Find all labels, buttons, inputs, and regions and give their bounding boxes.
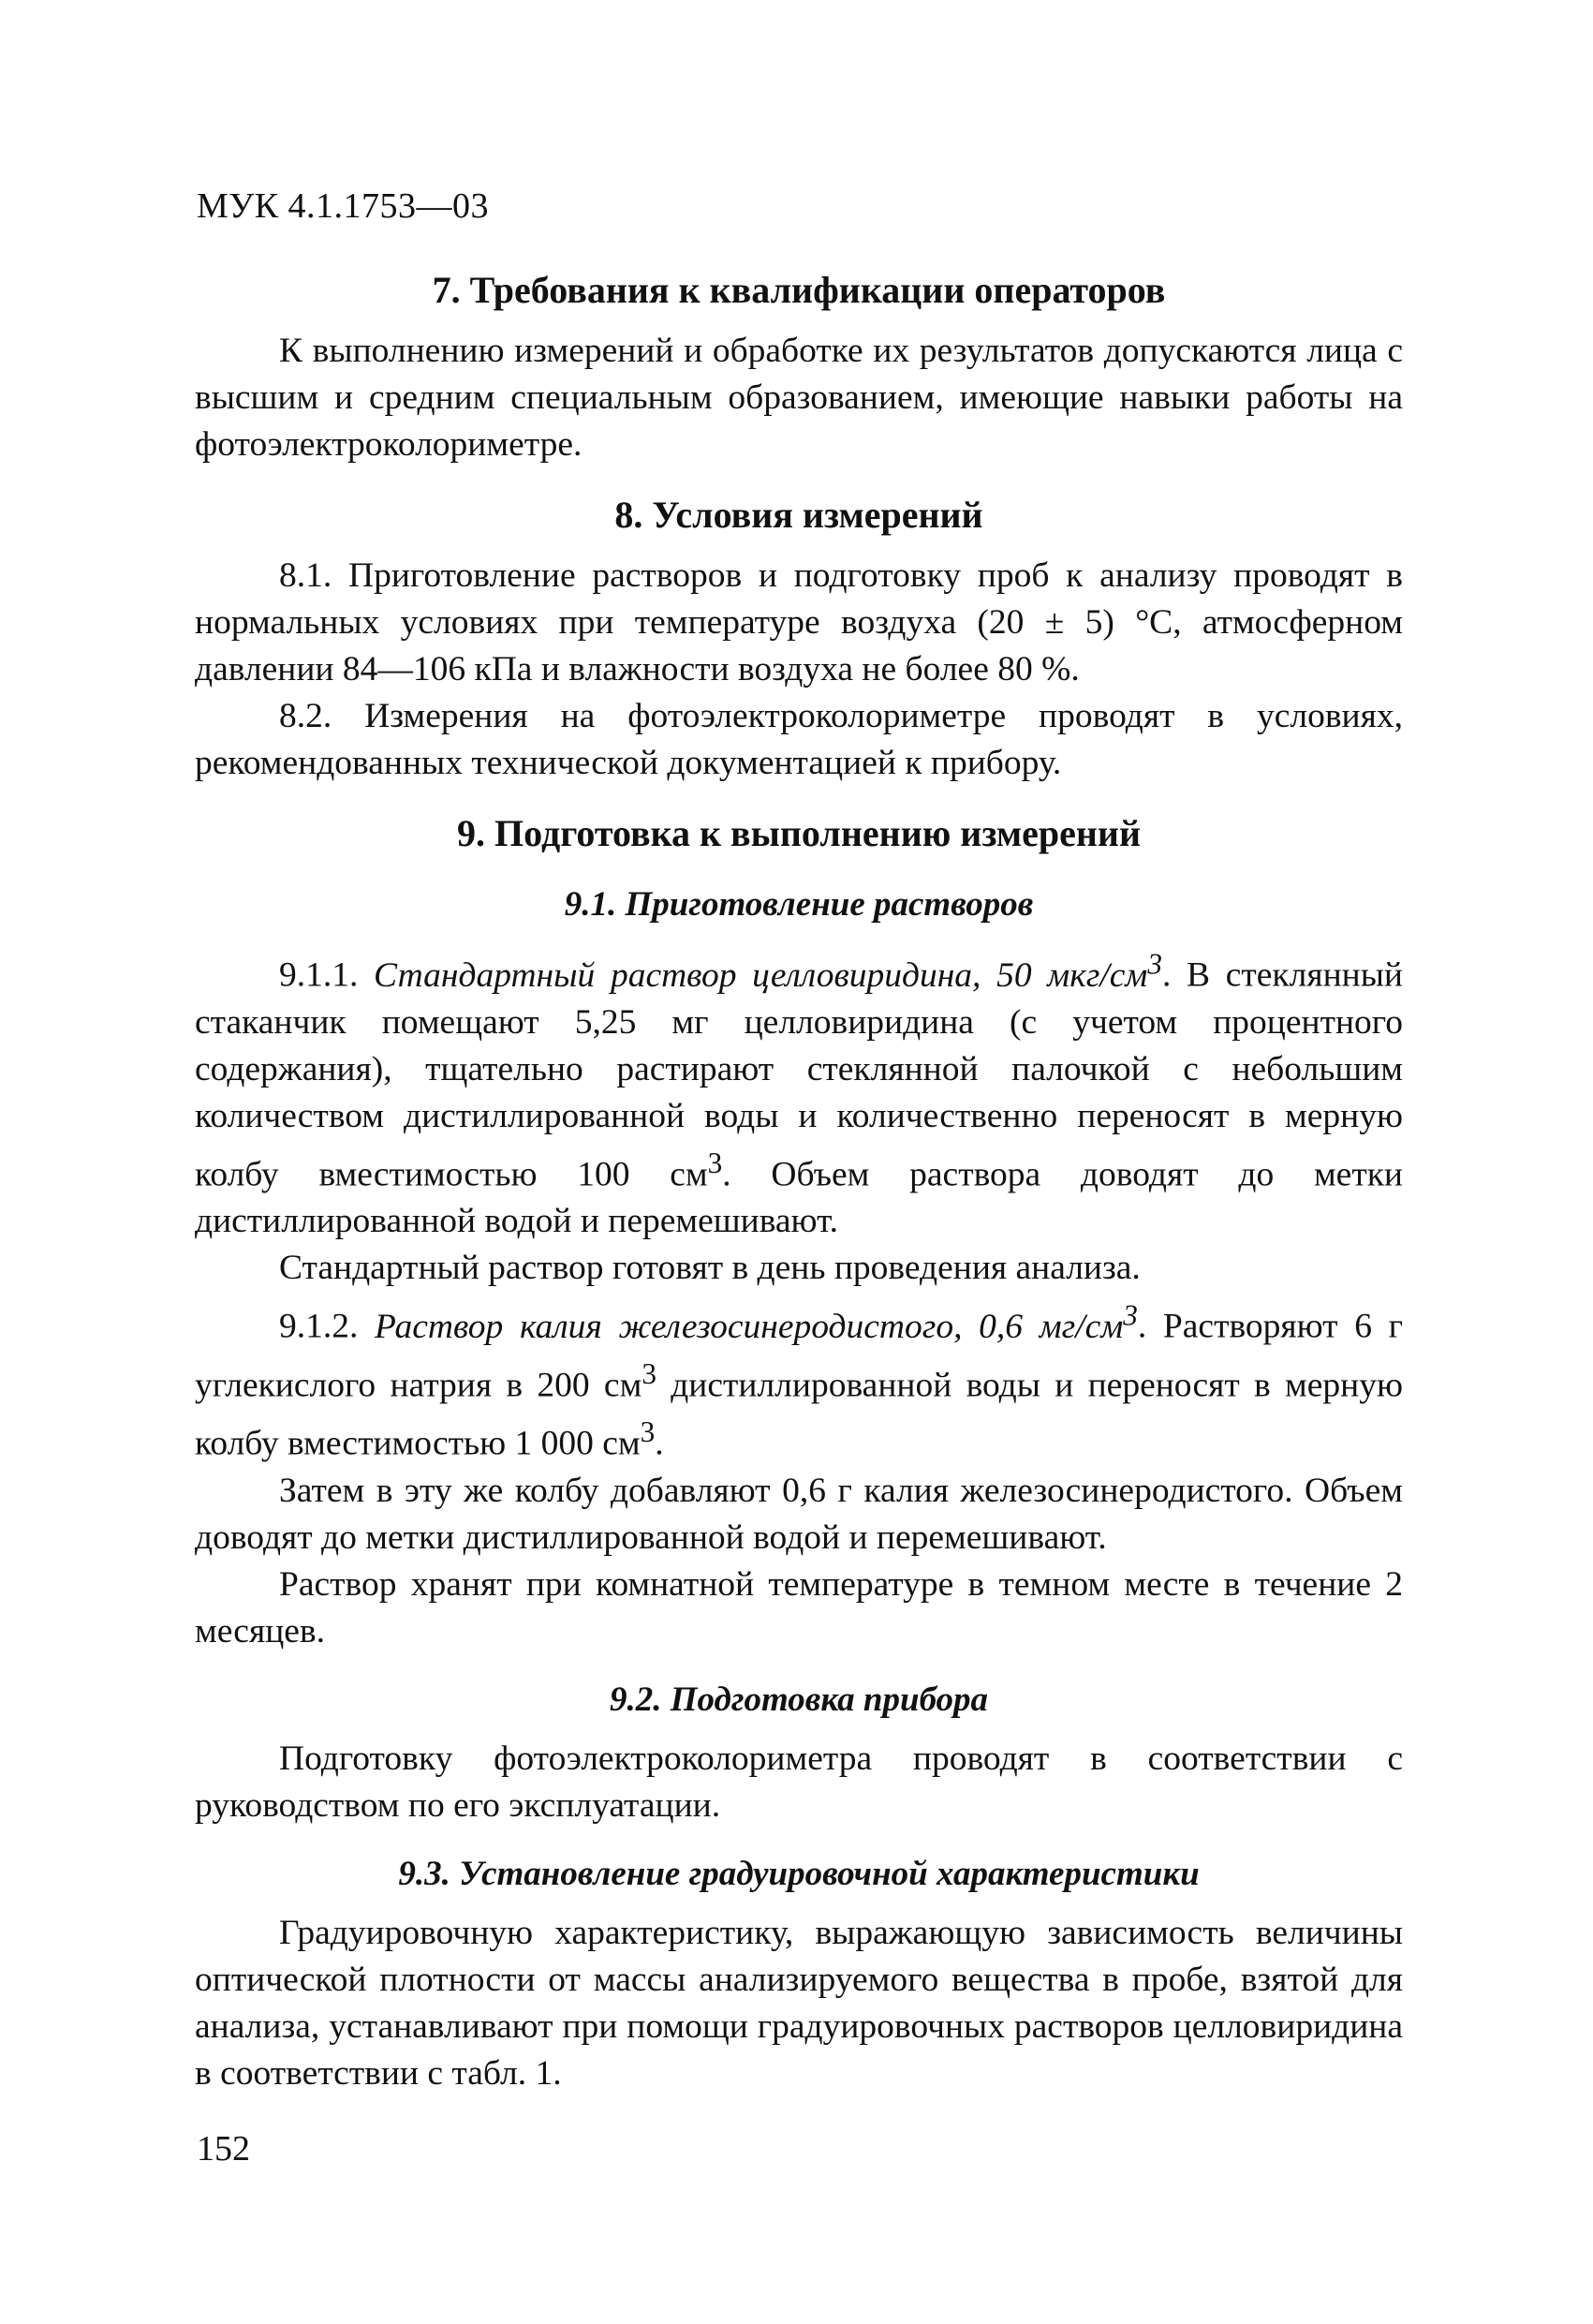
paragraph-9-1-1: 9.1.1. Стандартный раствор целловиридина, 50 мкг/$см^3$. В стеклянный стаканчик помещают 5,25 мг целловиридина (с учетом процентного содержания), тщательно растирают стеклянной палочкой с небольшим количеством дистиллированной воды и количественно переносят в мерную колбу вместимостью 100 $см^3$. Объем раствора доводят до метки дистиллированной водой и перемешивают.: [195, 947, 1403, 1240]
subsection-9-3-title: 9.3. Установление градуировочной характеристики: [398, 1854, 1200, 1893]
section-7-paragraph: К выполнению измерений и обработке их результатов допускаются лица с высшим и средним специальным образованием, имеющие навыки работы на фотоэлектроколориметре.: [195, 332, 1403, 464]
paragraph-standard-solution-note: Стандартный раствор готовят в день проведения анализа.: [279, 1249, 1141, 1287]
paragraph-9-2: Подготовку фотоэлектроколориметра проводят в соответствии с руководством по его эксплуатации.: [195, 1739, 1403, 1825]
paragraph-9-3: Градуировочную характеристику, выражающую зависимость величины оптической плотности от массы анализируемого вещества в пробе, взятой для анализа, устанавливают при помощи градуировочных растворов целловиридина в соответствии с табл. 1.: [195, 1913, 1403, 2093]
section-8-title: 8. Условия измерений: [614, 494, 983, 536]
paragraph-ferricyanide-add: Затем в эту же колбу добавляют 0,6 г калия железосинеродистого. Объем доводят до метки дистиллированной водой и перемешивают.: [195, 1471, 1403, 1557]
section-7-title: 7. Требования к квалификации операторов: [432, 269, 1166, 311]
document-header: МУК 4.1.1753—03: [197, 186, 490, 226]
paragraph-storage: Раствор хранят при комнатной температуре в темном месте в течение 2 месяцев.: [195, 1564, 1403, 1650]
page-number: 152: [197, 2129, 250, 2169]
paragraph-8-1: 8.1. Приготовление растворов и подготовку проб к анализу проводят в нормальных условиях при температуре воздуха (20 ± 5) °С, атмосферном давлении 84—106 кПа и влажности воздуха не более 80 %.: [195, 556, 1403, 688]
standard-solution-title: Стандартный раствор целловиридина, 50 мкг/$см^3$: [374, 947, 1162, 995]
subsection-9-2-title: 9.2. Подготовка прибора: [609, 1680, 989, 1719]
paragraph-9-1-2: 9.1.2. Раствор калия железосинеродистого, 0,6 $мг/см^3$. Растворяют 6 г углекислого натрия в 200 $см^3$ дистиллированной воды и переносят в мерную колбу вместимостью 1 000 $см^3$.: [195, 1298, 1404, 1463]
document-body: [195, 264, 1403, 2097]
section-9-title: 9. Подготовка к выполнению измерений: [457, 812, 1141, 854]
paragraph-8-2: 8.2. Измерения на фотоэлектроколориметре проводят в условиях, рекомендованных технической документацией к прибору.: [195, 697, 1403, 782]
subsection-9-1-title: 9.1. Приготовление растворов: [564, 885, 1034, 924]
ferricyanide-solution-title: Раствор калия железосинеродистого, 0,6 $мг/см^3$: [375, 1298, 1138, 1346]
